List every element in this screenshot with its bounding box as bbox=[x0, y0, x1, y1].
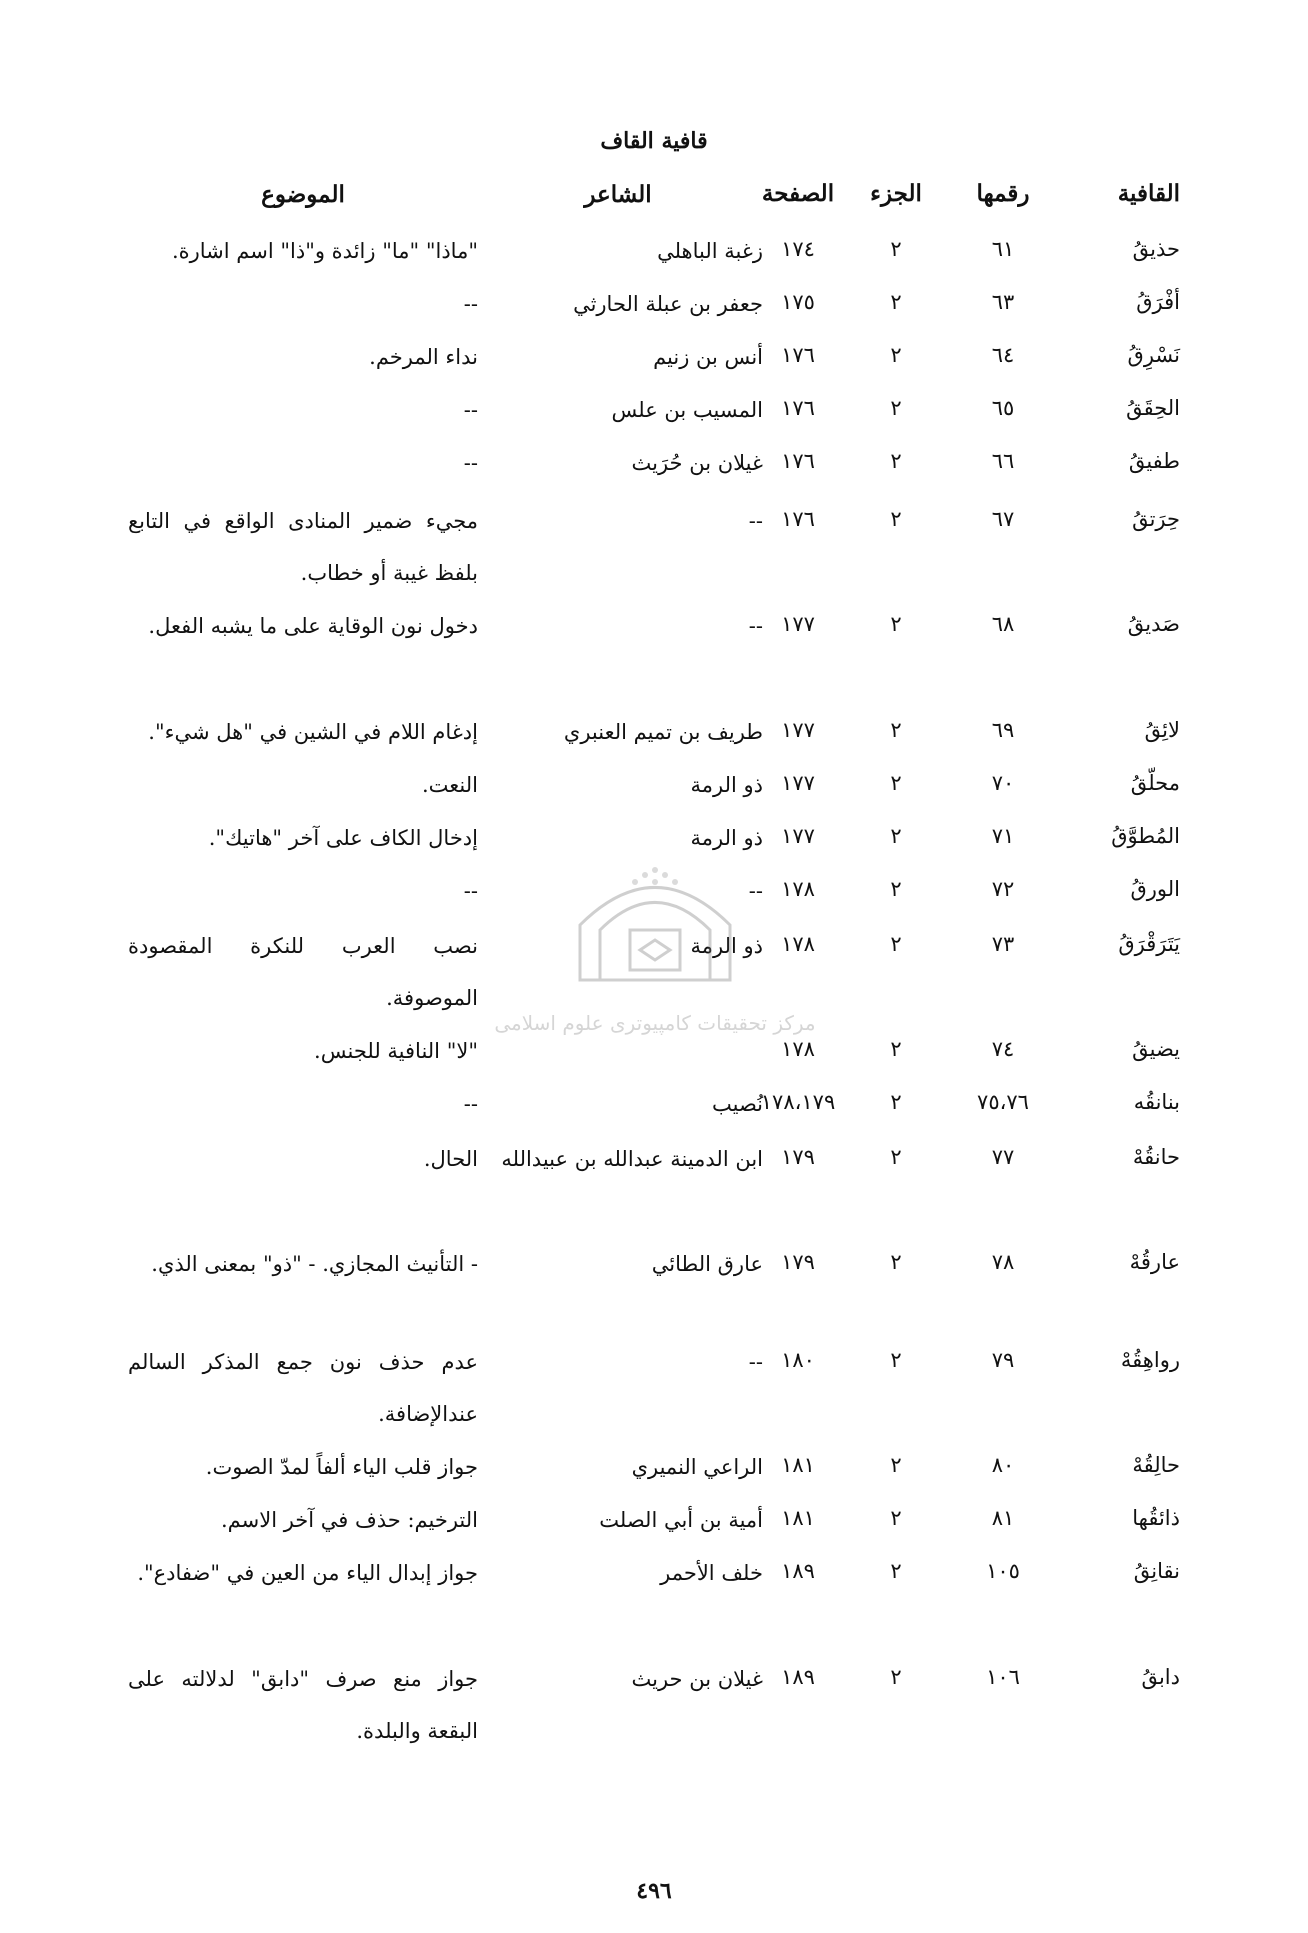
cell-number: ٨١ bbox=[991, 1506, 1015, 1530]
cell-qafia: حِرَتقُ bbox=[1132, 507, 1180, 531]
cell-topic: جواز منع صرف "دابق" لدلالته على البقعة والبلدة. bbox=[128, 1667, 478, 1743]
cell-poet: -- bbox=[748, 509, 763, 533]
cell-poet: طريف بن تميم العنبري bbox=[563, 720, 763, 744]
cell-poet: أمية بن أبي الصلت bbox=[599, 1508, 763, 1532]
header-number: رقمها bbox=[976, 180, 1030, 207]
cell-poet: ذو الرمة bbox=[690, 773, 763, 797]
cell-qafia: حانقُهْ bbox=[1132, 1145, 1180, 1169]
watermark-logo bbox=[490, 830, 820, 1080]
cell-topic: -- bbox=[463, 292, 478, 316]
cell-juz: ٢ bbox=[890, 1145, 902, 1169]
header-juz: الجزء bbox=[870, 180, 922, 207]
cell-juz: ٢ bbox=[890, 1090, 902, 1114]
cell-juz: ٢ bbox=[890, 449, 902, 473]
cell-juz: ٢ bbox=[890, 1037, 902, 1061]
cell-page: ١٧٧ bbox=[781, 771, 815, 795]
cell-number: ٧٧ bbox=[991, 1145, 1015, 1169]
cell-page: ١٧٨،١٧٩ bbox=[760, 1090, 836, 1114]
cell-juz: ٢ bbox=[890, 507, 902, 531]
cell-poet: خلف الأحمر bbox=[660, 1561, 763, 1585]
cell-page: ١٧٨ bbox=[781, 877, 815, 901]
cell-poet: المسيب بن علس bbox=[611, 398, 763, 422]
header-page: الصفحة bbox=[761, 180, 835, 207]
cell-poet: غيلان بن حريث bbox=[631, 1667, 763, 1691]
cell-number: ١٠٥ bbox=[986, 1559, 1020, 1583]
cell-topic: عدم حذف نون جمع المذكر السالم عندالإضافة. bbox=[128, 1350, 478, 1426]
cell-topic: - التأنيث المجازي. - "ذو" بمعنى الذي. bbox=[151, 1252, 478, 1276]
cell-number: ٧٥،٧٦ bbox=[977, 1090, 1029, 1114]
cell-topic: دخول نون الوقاية على ما يشبه الفعل. bbox=[148, 614, 478, 638]
cell-topic: -- bbox=[463, 451, 478, 475]
cell-number: ٦٥ bbox=[991, 396, 1015, 420]
cell-topic: "ماذا" "ما" زائدة و"ذا" اسم اشارة. bbox=[171, 239, 478, 263]
cell-juz: ٢ bbox=[890, 1453, 902, 1477]
cell-page: ١٧٨ bbox=[781, 932, 815, 956]
cell-page: ١٧٩ bbox=[781, 1145, 815, 1169]
cell-number: ٦٨ bbox=[991, 612, 1015, 636]
cell-poet: أنس بن زنيم bbox=[653, 345, 763, 369]
cell-qafia: الورقُ bbox=[1130, 877, 1180, 901]
cell-number: ٧٤ bbox=[991, 1037, 1015, 1061]
cell-page: ١٧٤ bbox=[781, 237, 815, 261]
cell-juz: ٢ bbox=[890, 290, 902, 314]
header-topic: الموضوع bbox=[261, 181, 345, 208]
cell-page: ١٧٧ bbox=[781, 824, 815, 848]
cell-qafia: بنانقُه bbox=[1133, 1090, 1180, 1114]
cell-qafia: طفيقُ bbox=[1128, 449, 1180, 473]
cell-topic: النعت. bbox=[422, 773, 478, 797]
cell-topic: جواز قلب الياء ألفاً لمدّ الصوت. bbox=[205, 1455, 478, 1479]
cell-topic: نصب العرب للنكرة المقصودة الموصوفة. bbox=[128, 934, 478, 1010]
cell-topic: الترخيم: حذف في آخر الاسم. bbox=[220, 1508, 478, 1532]
page-number: ٤٩٦ bbox=[636, 1878, 672, 1904]
cell-poet: -- bbox=[748, 614, 763, 638]
cell-juz: ٢ bbox=[890, 1250, 902, 1274]
cell-qafia: صَديقُ bbox=[1127, 612, 1180, 636]
cell-juz: ٢ bbox=[890, 1348, 902, 1372]
cell-juz: ٢ bbox=[890, 771, 902, 795]
table-header bbox=[0, 180, 1308, 220]
cell-juz: ٢ bbox=[890, 396, 902, 420]
cell-topic: -- bbox=[463, 879, 478, 903]
cell-qafia: نقانِقُ bbox=[1133, 1559, 1180, 1583]
cell-number: ٧٨ bbox=[991, 1250, 1015, 1274]
cell-poet: -- bbox=[748, 1350, 763, 1374]
cell-poet: جعفر بن عبلة الحارثي bbox=[573, 292, 763, 316]
cell-poet: غيلان بن حُرَيث bbox=[631, 451, 763, 475]
cell-juz: ٢ bbox=[890, 1506, 902, 1530]
cell-qafia: نَسْرِقُ bbox=[1127, 343, 1180, 367]
cell-number: ٧١ bbox=[991, 824, 1015, 848]
cell-page: ١٧٦ bbox=[781, 396, 815, 420]
cell-juz: ٢ bbox=[890, 824, 902, 848]
cell-juz: ٢ bbox=[890, 877, 902, 901]
cell-number: ٨٠ bbox=[991, 1453, 1015, 1477]
cell-qafia: يضيقُ bbox=[1132, 1037, 1180, 1061]
cell-page: ١٨٩ bbox=[781, 1559, 815, 1583]
cell-topic: إدغام اللام في الشين في "هل شيء". bbox=[148, 720, 478, 744]
cell-number: ٧٣ bbox=[991, 932, 1015, 956]
cell-page: ١٧٧ bbox=[781, 718, 815, 742]
cell-page: ١٧٩ bbox=[781, 1250, 815, 1274]
cell-page: ١٨١ bbox=[781, 1506, 815, 1530]
cell-qafia: ذائقُها bbox=[1132, 1506, 1180, 1530]
cell-juz: ٢ bbox=[890, 612, 902, 636]
cell-juz: ٢ bbox=[890, 343, 902, 367]
cell-page: ١٧٦ bbox=[781, 507, 815, 531]
cell-page: ١٧٨ bbox=[781, 1037, 815, 1061]
cell-number: ٦٤ bbox=[991, 343, 1015, 367]
cell-topic: "لا" النافية للجنس. bbox=[314, 1039, 478, 1063]
cell-poet: ابن الدمينة عبدالله بن عبيدالله bbox=[501, 1147, 763, 1171]
cell-qafia: حالِقُهْ bbox=[1132, 1453, 1180, 1477]
cell-page: ١٧٧ bbox=[781, 612, 815, 636]
cell-number: ٦٩ bbox=[991, 718, 1015, 742]
cell-poet: نُصيب bbox=[711, 1092, 763, 1116]
cell-number: ٦١ bbox=[991, 237, 1015, 261]
cell-number: ٦٦ bbox=[991, 449, 1015, 473]
cell-qafia: حذيقُ bbox=[1132, 237, 1180, 261]
cell-number: ٧٢ bbox=[991, 877, 1015, 901]
section-title: قافية القاف bbox=[600, 128, 708, 154]
cell-topic: الحال. bbox=[423, 1147, 478, 1171]
cell-qafia: عارقُهْ bbox=[1129, 1250, 1180, 1274]
cell-page: ١٧٦ bbox=[781, 343, 815, 367]
cell-number: ٧٩ bbox=[991, 1348, 1015, 1372]
cell-poet: زغبة الباهلي bbox=[657, 239, 763, 263]
watermark-caption: مرکز تحقیقات کامپیوتری علوم اسلامی bbox=[494, 1011, 816, 1035]
cell-topic: مجيء ضمير المنادى الواقع في التابع بلفظ غيبة أو خطاب. bbox=[128, 509, 478, 585]
cell-qafia: المُطوَّقُ bbox=[1111, 824, 1180, 848]
cell-number: ٧٠ bbox=[991, 771, 1015, 795]
cell-poet: -- bbox=[748, 879, 763, 903]
cell-juz: ٢ bbox=[890, 1559, 902, 1583]
cell-qafia: يَتَرَقْرَقُ bbox=[1118, 932, 1180, 956]
header-qafia: القافية bbox=[1117, 180, 1180, 207]
cell-poet: ذو الرمة bbox=[690, 934, 763, 958]
cell-topic: نداء المرخم. bbox=[369, 345, 478, 369]
cell-topic: إدخال الكاف على آخر "هاتيك". bbox=[208, 826, 478, 850]
cell-qafia: رواهِقُهْ bbox=[1120, 1348, 1180, 1372]
cell-poet: الراعي النميري bbox=[631, 1455, 763, 1479]
cell-topic: -- bbox=[463, 1092, 478, 1116]
cell-number: ٦٧ bbox=[991, 507, 1015, 531]
cell-page: ١٨٩ bbox=[781, 1665, 815, 1689]
cell-qafia: لائِقُ bbox=[1144, 718, 1180, 742]
cell-juz: ٢ bbox=[890, 718, 902, 742]
cell-topic: -- bbox=[463, 398, 478, 422]
cell-page: ١٨١ bbox=[781, 1453, 815, 1477]
cell-poet: ذو الرمة bbox=[690, 826, 763, 850]
cell-juz: ٢ bbox=[890, 1665, 902, 1689]
cell-number: ٦٣ bbox=[991, 290, 1015, 314]
cell-qafia: محلّقُ bbox=[1130, 771, 1180, 795]
cell-topic: جواز إبدال الياء من العين في "ضفادع". bbox=[137, 1561, 478, 1585]
cell-number: ١٠٦ bbox=[986, 1665, 1020, 1689]
cell-qafia: الحِقَقُ bbox=[1126, 396, 1180, 420]
cell-juz: ٢ bbox=[890, 932, 902, 956]
cell-page: ١٧٥ bbox=[781, 290, 815, 314]
cell-page: ١٨٠ bbox=[781, 1348, 815, 1372]
header-poet: الشاعر bbox=[584, 181, 652, 208]
cell-poet: عارق الطائي bbox=[651, 1252, 763, 1276]
cell-page: ١٧٦ bbox=[781, 449, 815, 473]
cell-qafia: أفْرَقُ bbox=[1136, 290, 1180, 314]
cell-qafia: دابقُ bbox=[1141, 1665, 1180, 1689]
cell-juz: ٢ bbox=[890, 237, 902, 261]
